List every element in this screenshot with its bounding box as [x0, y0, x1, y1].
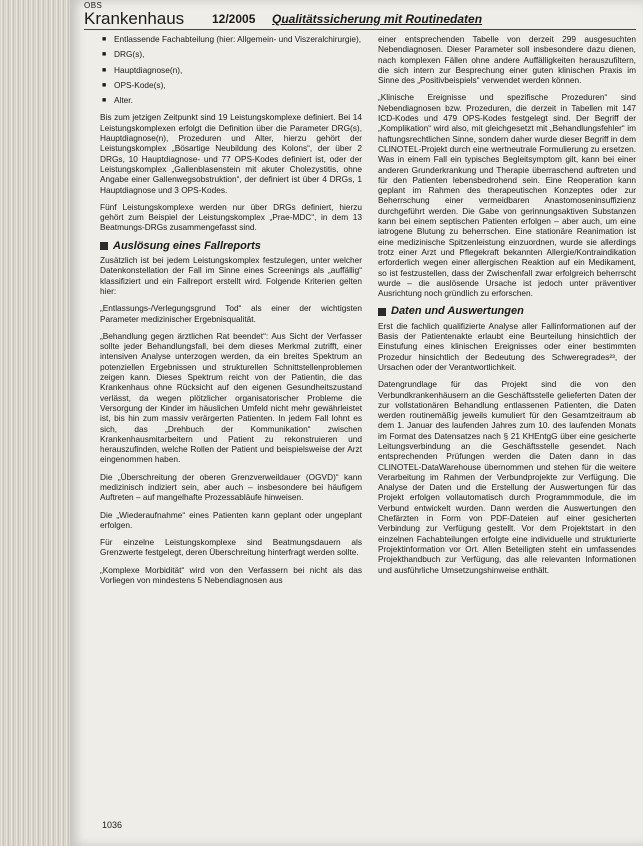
page-header [80, 2, 640, 30]
list-item [100, 65, 362, 75]
section-heading [100, 241, 362, 251]
list-item-text: Entlassende Fachabteilung (hier: Allgemein- und Viszeralchirurgie), [114, 34, 362, 44]
list-item-text: Alter. [114, 95, 133, 106]
paragraph: Datengrundlage für das Projekt sind die von den Verbundkrankenhäusern an die Geschäftsstelle gelieferten Daten der zur vollstationären Behandlung entlassenen Patienten, die Daten werden routinemäßig jeweils kumuliert für den Gesamtzeitraum ab dem 1. Januar des laufenden Jahres zum 10. des laufenden Monats im Format des Datensatzes nach § 21 KHEntgG über eine gesicherte Leitungsverbindung an die Geschäftsstelle gesendet. Nach entsprechenden Prüfungen werden die Daten dann in das CLINOTEL-DataWarehouse übernommen und stehen für die weitere Verarbeitung im Rahmen der Verbundprojekte zur Verfügung. Die Analyse der Daten und die Erstellung der Auswertungen für das Projekt erfolgen vollautomatisch durch Programmmodule, die im Verbund entwickelt wurden. Dann werden die Auswertungen den Chefärzten in Form von PDF-Dateien auf einer gesicherten Verbindung zur Verfügung gestellt. Vor dem Projektstart in den einzelnen Fachabteilungen erfolgte eine individuelle und strukturierte Projektinformation vor Ort. Allen Beteiligten steht ein umfassendes Projekthandbuch zur Verfügung, das alle relevanten Informationen und ausführliche Umsetzungshinweise enthält. [378, 379, 636, 575]
right-column [378, 34, 636, 582]
paragraph: Zusätzlich ist bei jedem Leistungskomplex festzulegen, unter welcher Datenkonstellation der Fall im Sinne eines Screenings als „auffällig“ klassifiziert und ein Fallreport erstellt wird. Folgende Kriterien gelten hier: [100, 255, 362, 296]
criteria-list [100, 34, 362, 105]
bullet-icon: ■ [102, 81, 107, 89]
list-item-text: Hauptdiagnose(n), [114, 64, 183, 75]
paragraph: „Entlassungs-/Verlegungsgrund Tod“ als einer der wichtigsten Parameter medizinischer Ergebnisqualität. [100, 303, 362, 324]
header-rule [84, 29, 636, 30]
issue-number: 12/2005 [212, 12, 256, 26]
bullet-icon: ■ [102, 97, 107, 105]
section-square-icon [100, 242, 108, 250]
paragraph: Für einzelne Leistungskomplexe sind Beatmungsdauern als Grenzwerte festgelegt, deren Überschreitung hinterfragt werden sollte. [100, 537, 362, 558]
list-item [100, 95, 362, 105]
list-item [100, 80, 362, 90]
list-item-text: DRG(s), [114, 49, 145, 60]
page-number: 1036 [102, 820, 123, 830]
paragraph: Die „Überschreitung der oberen Grenzverweildauer (OGVD)“ kann medizinisch indiziert sein, aber auch – insbesondere bei häufigem Auftreten – auf mangelhafte Prozessabläufe hinweisen. [100, 471, 362, 503]
section-heading-text: Daten und Auswertungen [391, 305, 524, 318]
paragraph: „Komplexe Morbidität“ wird von den Verfassern bei nicht als das Vorliegen von mindestens 5 Nebendiagnosen aus [100, 564, 362, 586]
list-item [100, 34, 362, 44]
book-page-edge [0, 0, 72, 846]
section-heading-text: Auslösung eines Fallreports [113, 239, 261, 252]
running-title: Qualitätssicherung mit Routinedaten [272, 12, 483, 26]
section-heading [378, 306, 636, 316]
logo-top-text: OBS [84, 1, 103, 10]
paragraph: Erst die fachlich qualifizierte Analyse aller Fallinformationen auf der Basis der Patientenakte erlaubt eine Beurteilung hinsichtlich der Einstufung eines klinischen Ereignisses oder einer bestimmten Prozedur hinsichtlich der Bedeutung des Schweregrades²³, der Ursachen oder der Verantwortlichkeit. [378, 320, 636, 372]
logo-main-text: Krankenhaus [84, 9, 185, 28]
bullet-icon: ■ [102, 66, 107, 74]
paragraph: Die „Wiederaufnahme“ eines Patienten kann geplant oder ungeplant erfolgen. [100, 509, 362, 530]
list-item [100, 49, 362, 59]
paragraph: einer entsprechenden Tabelle von derzeit 299 ausgesuchten Nebendiagnosen. Dieser Parameter soll insbesondere dazu dienen, nach komplexen Fällen ohne andere Auffälligkeiten herauszufiltern, die sich intern zur Besprechung einer guten klinischen Praxis im Sinne des „Positivbeispiels“ verwendet werden können. [378, 34, 636, 86]
paragraph: „Klinische Ereignisse und spezifische Prozeduren“ sind Nebendiagnosen bzw. Prozeduren, die derzeit in Tabellen mit 147 ICD-Kodes und 479 OPS-Kodes festgelegt sind. Der Begriff der „Komplikation“ wird also, mit gleichgesetzt mit „Behandlungsfehler“ im haftungsrechtlichen Sinne, sondern daher wurde dieser Begriff in dem CLINOTEL-Projekt durch eine wertneutrale Formulierung zu ersetzen. Was in einem Fall ein typisches Begleitsymptom gilt, kann bei einer anderen Grunderkrankung und Therapie überraschend auftreten und für den Patienten lebensbedrohend sein. Eine Reoperation kann geplant im Rahmen des therapeutischen Konzeptes oder zur Beherrschung einer vermeidbaren Anastomoseninsuffizienz durchgeführt werden. Die Gabe von gerinnungsaktiven Substanzen kann bei einem septischen Patienten erfolgen – aber auch, um eine iatrogene Blutung zu beherrschen. Eine stationäre Reanimation ist eine medizinische Spitzenleistung einzuordnen, wurde sie allerdings trotz einer Arzt und Pflegekraft bekannten Allergie/Kontraindikation erforderlich wegen einer allergischen Reaktion auf ein Medikament, so ist festzustellen, dass der Zwischenfall zwar erfolgreich beherrscht wurde – die auslösende Ursache ist jedoch unter präventiver Ausrichtung noch gründlich zu erforschen. [378, 92, 636, 299]
left-column [100, 34, 362, 592]
paragraph: Bis zum jetzigen Zeitpunkt sind 19 Leistungskomplexe definiert. Bei 14 Leistungskomplexen erfolgt die Definition über die Parameter DRG(s), Hauptdiagnose(n), Prozeduren und Alter, hierzu gehört der Leistungskomplex „Bösartige Neubildung des Kolons“, der über 2 DRGs, 10 Hauptdiagnose- und 77 OPS-Kodes definiert ist, oder der Leistungskomplex „Gallenblasenstein mit akuter Cholezystitis, ohne Angabe einer Gallenwegsobstruktion“, der definiert ist über 4 DRGs, 1 Hauptdiagnose und 3 OPS-Kodes. [100, 112, 362, 195]
paragraph: Fünf Leistungskomplexe werden nur über DRGs definiert, hierzu gehört zum Beispiel der Leistungskomplex „Prae-MDC“, in dem 13 Beatmungs-DRGs zusammengefasst sind. [100, 201, 362, 233]
section-square-icon [378, 308, 386, 316]
journal-logo [84, 2, 184, 27]
paragraph: „Behandlung gegen ärztlichen Rat beendet“: Aus Sicht der Verfasser sollte jeder Behandlungsfall, bei dem dieses Merkmal zutrifft, einer intensiven Analyse unterzogen werden, da ein breites Spektrum an potenziellen Ergebnissen und strukturellen Schnittstellenproblemen zeigen kann. Dieses Spektrum reicht von der Patientin, die das Krankenhaus ohne Rücksicht auf den eigenen Gesundheitszustand verlässt, da wegen plötzlicher organisatorischer Probleme die Versorgung der Kinder im häuslichen Umfeld nicht mehr gewährleistet ist, bis hin zum massiv verärgerten Patienten. In jedem Fall lohnt es sich, das „Drehbuch der Kommunikation“ zwischen Krankenhausmitarbeitern und Patient zu rekonstruieren und herauszufinden, welche Rollen der Patient und beispielsweise der Arzt eingenommen haben. [100, 330, 362, 465]
journal-page [70, 0, 643, 846]
list-item-text: OPS-Kode(s), [114, 79, 166, 90]
bullet-icon: ■ [102, 51, 107, 59]
bullet-icon: ■ [102, 36, 107, 43]
